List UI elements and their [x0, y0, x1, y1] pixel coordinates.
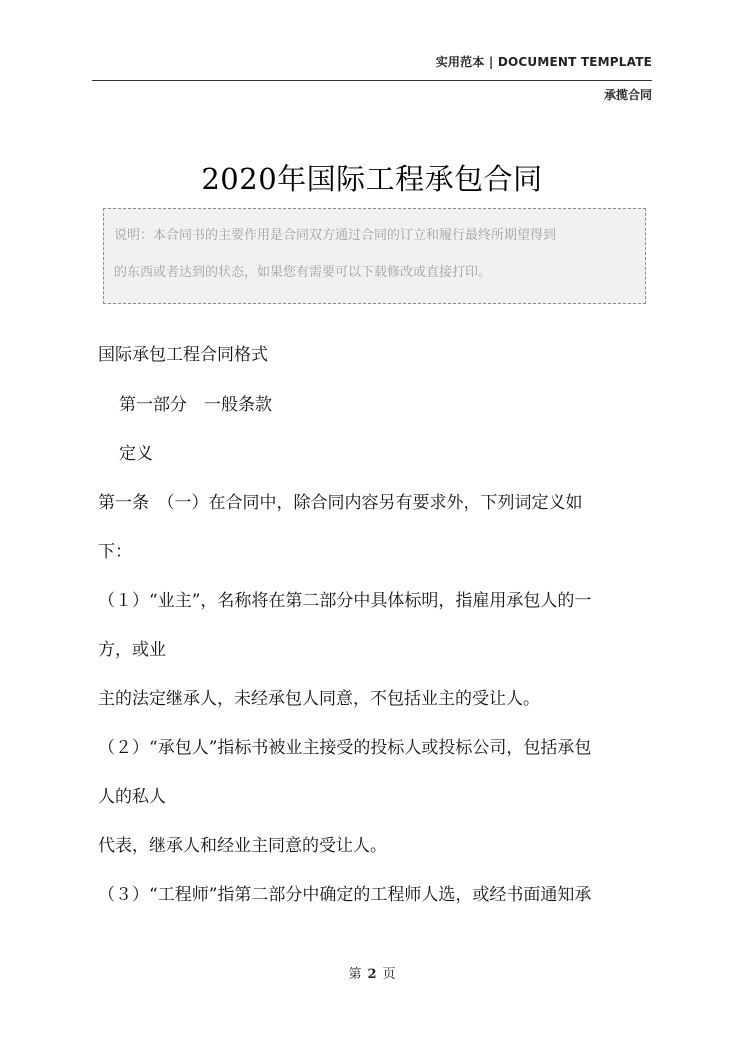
- body-line: （３）“工程师”指第二部分中确定的工程师人选，或经书面通知承: [98, 885, 592, 905]
- body-line: （１）“业主”，名称将在第二部分中具体标明，指雇用承包人的一: [98, 591, 592, 611]
- note-line-1: 说明：本合同书的主要作用是合同双方通过合同的订立和履行最终所期望得到: [114, 228, 557, 243]
- page-number: 2: [367, 967, 377, 982]
- header-divider: [92, 80, 652, 81]
- document-title: 2020年国际工程承包合同: [201, 162, 543, 197]
- body-line: 第一条 （一）在合同中，除合同内容另有要求外，下列词定义如: [98, 493, 583, 513]
- header-template-label: 实用范本 | DOCUMENT TEMPLATE: [435, 55, 652, 69]
- body-line: 方，或业: [98, 640, 166, 660]
- body-line: 国际承包工程合同格式: [98, 345, 268, 365]
- footer-prefix: 第: [348, 967, 362, 982]
- page-number-footer: [0, 963, 744, 982]
- footer-suffix: 页: [382, 967, 396, 982]
- note-line-2: 的东西或者达到的状态，如果您有需要可以下载修改或直接打印。: [114, 265, 492, 280]
- body-line: 人的私人: [98, 787, 166, 807]
- body-line: 第一部分 一般条款: [119, 395, 272, 415]
- description-note-box: [103, 208, 646, 304]
- body-line: 定义: [119, 444, 153, 464]
- body-line: 代表，继承人和经业主同意的受让人。: [98, 836, 387, 856]
- body-line: 主的法定继承人，未经承包人同意，不包括业主的受让人。: [98, 689, 540, 709]
- header-category-label: 承揽合同: [603, 88, 652, 102]
- body-line: 下：: [98, 542, 132, 562]
- body-line: （２）“承包人”指标书被业主接受的投标人或投标公司，包括承包: [98, 738, 592, 758]
